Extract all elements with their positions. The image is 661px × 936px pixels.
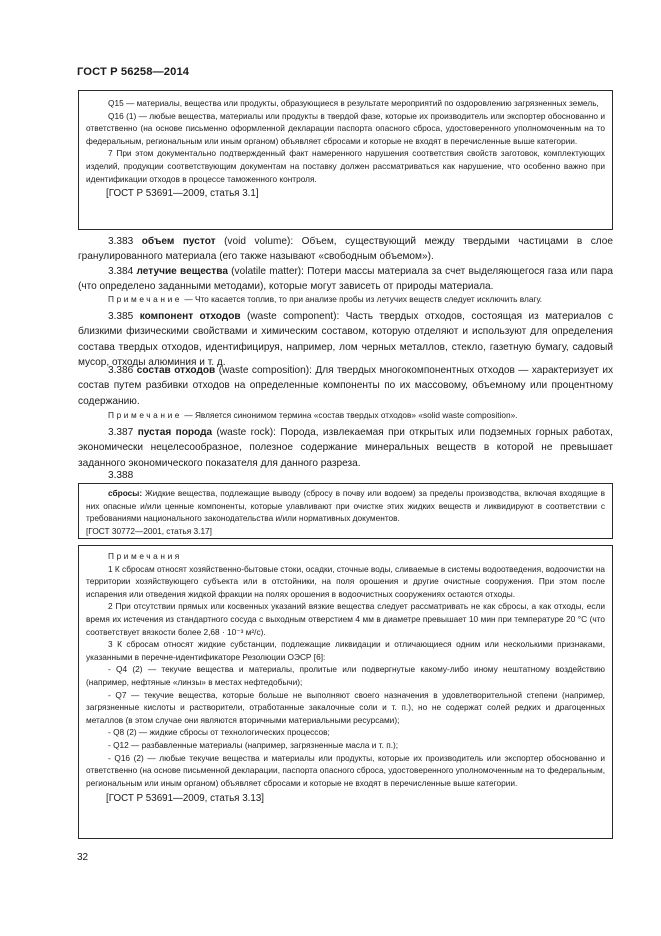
notes-item-q4: - Q4 (2) — текучие вещества и материалы, пролитые или подвергнутые какому-либо иному нештатному воздействию (например, нефтяные «линзы» в местах нефтедобычи);	[86, 664, 605, 687]
term-name: объем пустот	[141, 236, 216, 247]
notes-item-q16: - Q16 (2) — любые текучие вещества и материалы или продукты, которые их производитель или экспортер обоснованно и ответственно (на основе письменной декларации, паспорта опасного сброса, удостоверенного уполномоченным на то федеральным, региональным или иным органом) объявляет сбросами и которые не входят в перечисленные выше категории.	[86, 752, 605, 788]
notes-item-q12: - Q12 — разбавленные материалы (например, загрязненные масла и т. п.);	[108, 739, 399, 750]
notes-item-q7: - Q7 — текучие вещества, которые больше не выполняют своего назначения в удовлетворительной степени (например, загрязненные кислоты и растворители, отработанные закалочные соли и т. п.), но не содержат солей редких и драгоценных металлов (в этом случае они являются вторичными материальными ресурсами);	[86, 689, 605, 725]
term-name: состав отходов	[136, 365, 216, 376]
term-name: компонент отходов	[139, 311, 241, 322]
document-header: ГОСТ Р 56258—2014	[77, 66, 190, 78]
term-name: пустая порода	[137, 427, 213, 438]
definition-box-top	[78, 90, 613, 230]
note-text: — Является синонимом термина «состав твердых отходов» «solid waste composition».	[182, 410, 518, 420]
notes-box	[78, 545, 613, 839]
term-number: 3.383	[108, 236, 134, 247]
definition-box-discharges	[78, 483, 613, 539]
note-label: Примечание	[108, 294, 183, 304]
term-definition: (waste rock): Порода, извлекаемая при открытых или подземных горных работах, экономически нецелесообразное, полезное содержание минеральных веществ в которой не превышает заданного экономического показателя для данного разреза.	[78, 427, 613, 469]
note-label: Примечание	[108, 410, 183, 420]
term-number: 3.386	[108, 365, 134, 376]
note-3-384	[78, 293, 613, 305]
notes-item-3: 3 К сбросам относят жидкие субстанции, подлежащие ликвидации и отличающиеся одним или несколькими признаками, указанными в перечне-идентификаторе Резолюции ОЭСР [6]:	[86, 639, 605, 662]
notes-item-q8: - Q8 (2) — жидкие сбросы от технологических процессов;	[108, 727, 330, 738]
term-definition: (waste component): Часть твердых отходов, состоящая из материалов с близкими физическими свойствами и химическим составом, которую отделяют и используют для определения состава твердых отходов, идентифицируя, например, лом черных металлов, стекло, газетную бумагу, садовый мусор, отходы алюминия и т. д.	[78, 311, 614, 368]
note-3-386	[78, 409, 613, 421]
term-number: 3.385	[108, 311, 134, 322]
term-number: 3.387	[108, 427, 134, 438]
term-3-383	[78, 234, 613, 265]
term-3-385	[78, 309, 613, 370]
note-text: — Что касается топлив, то при анализе пробы из летучих веществ следует исключить влагу.	[182, 294, 543, 304]
page-number: 32	[77, 852, 89, 863]
term-number: 3.388	[108, 470, 134, 481]
term-3-386	[78, 363, 613, 409]
term-name: летучие вещества	[136, 266, 228, 277]
term-definition: (void volume): Объем, существующий между твердыми частицами в слое гранулированного материала (его также называют «свободным объемом»).	[78, 236, 613, 263]
box1-line-note7: 7 При этом документально подтвержденный факт намеренного нарушения соответствия свойств заготовок, комплектующих изделий, продукции соответствующим документам на поставку должен рассматриваться как нарушение, что особенно важно при идентификации отходов в процессе таможенного контроля.	[86, 148, 605, 184]
term-3-384	[78, 264, 613, 295]
term-definition: (volatile matter): Потери массы материала за счет выделяющегося газа или пара (что определено заданными методами), которые могут зависеть от природы материала.	[78, 266, 613, 293]
term-3-388	[78, 468, 613, 483]
box1-line-q16: Q16 (1) — любые вещества, материалы или продукты в твердой фазе, которые их производитель или экспортер обоснованно и ответственно (на основе письменно оформленной декларации паспорта опасного сброса, удостоверенного уполномоченным на то федеральным, региональным или иным органом) объявляет сбросами и которые не входят в перечисленные выше категории.	[86, 110, 605, 146]
term-3-387	[78, 425, 613, 471]
notes-title: Примечания	[108, 551, 182, 561]
notes-reference: [ГОСТ Р 53691—2009, статья 3.13]	[106, 793, 265, 805]
box2-term: сбросы:	[108, 488, 143, 498]
term-definition: (waste composition): Для твердых многокомпонентных отходов — характеризует их состав путем разбивки отходов на определенные компоненты по их массовому, объемному или процентному содержанию.	[78, 365, 613, 407]
box2-definition: Жидкие вещества, подлежащие выводу (сбросу в почву или водоем) за пределы производства, включая входящие в них опасные и/или ценные компоненты, которые улавливают при очистке этих жидких веществ и ликвидируют в соответствии с требованиями национального законодательства и/или нормативных документов.	[86, 488, 605, 524]
box1-reference: [ГОСТ Р 53691—2009, статья 3.1]	[106, 188, 259, 200]
box1-line-q15: Q15 — материалы, вещества или продукты, образующиеся в результате мероприятий по оздоровлению загрязненных земель,	[108, 98, 599, 108]
notes-item-1: 1 К сбросам относят хозяйственно-бытовые стоки, осадки, сточные воды, сливаемые в системы водоотведения, водоочистки на территории хозяйствующего субъекта или в отстойники, на поля орошения и другие очистные сооружения. При этом после испарения или отведения жидкой фракции на полях орошения в водоочистных сооружениях остаются отходы.	[86, 563, 606, 599]
term-number: 3.384	[108, 266, 134, 277]
notes-item-2: 2 При отсутствии прямых или косвенных указаний вязкие вещества следует рассматривать не как сбросы, а как отходы, если время их истечения из стандартного сосуда с выходным отверстием 4 мм в диаметре превышает 10 мин при температуре 20 °С (что соответствует вязкости более 2,68 · 10⁻³ м²/с).	[86, 601, 605, 637]
box2-reference: [ГОСТ 30772—2001, статья 3.17]	[86, 525, 212, 536]
